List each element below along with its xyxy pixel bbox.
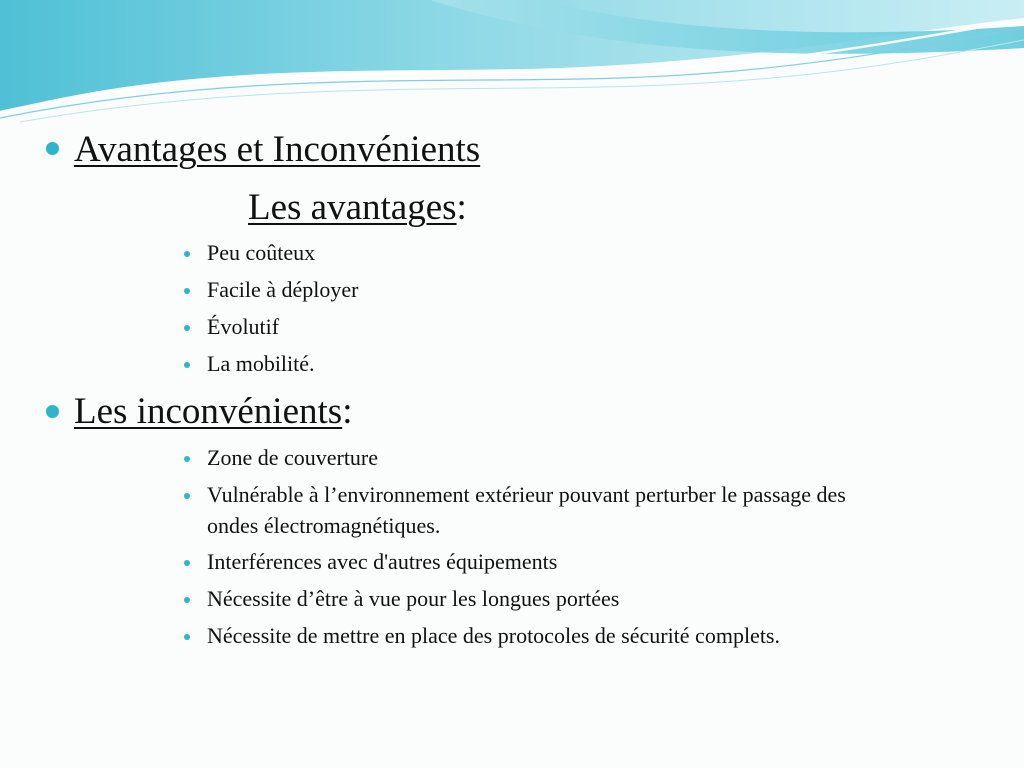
list-bullet-icon [184, 288, 190, 294]
list-bullet-icon [184, 362, 190, 368]
disadvantage-item: Interférences avec d'autres équipements [207, 549, 558, 574]
list-bullet-icon [184, 634, 190, 640]
disadvantage-item: Nécessite de mettre en place des protocoles de sécurité complets. [207, 623, 780, 648]
disadvantage-item: Zone de couverture [207, 445, 379, 470]
list-bullet-icon [184, 493, 190, 499]
list-bullet-icon [184, 325, 190, 331]
heading-label: Les inconvénients [74, 391, 343, 432]
advantage-item: Facile à déployer [207, 277, 359, 302]
heading-bullet-icon [46, 142, 59, 155]
heading-text: Avantages et Inconvénients [74, 129, 481, 170]
heading-colon: : [342, 391, 353, 432]
list-bullet-icon [184, 597, 190, 603]
list-bullet-icon [184, 251, 190, 257]
disadvantage-item: Vulnérable à l’environnement extérieur pouvant perturber le passage des ondes électromagnétiques. [207, 482, 846, 538]
subheading-avantages [248, 186, 467, 230]
list-bullet-icon [184, 456, 190, 462]
list-bullet-icon [184, 560, 190, 566]
decorative-wave-header [0, 0, 1024, 130]
advantage-item: La mobilité. [207, 351, 315, 376]
advantage-item: Évolutif [207, 314, 280, 339]
section-heading-avantages-inconvenients [74, 128, 480, 172]
advantage-item: Peu coûteux [207, 240, 316, 265]
heading-bullet-icon [46, 405, 59, 418]
subheading-colon: : [456, 187, 467, 228]
section-heading-inconvenients [74, 390, 352, 434]
subheading-label: Les avantages [248, 187, 457, 228]
disadvantage-item: Nécessite d’être à vue pour les longues portées [207, 586, 620, 611]
